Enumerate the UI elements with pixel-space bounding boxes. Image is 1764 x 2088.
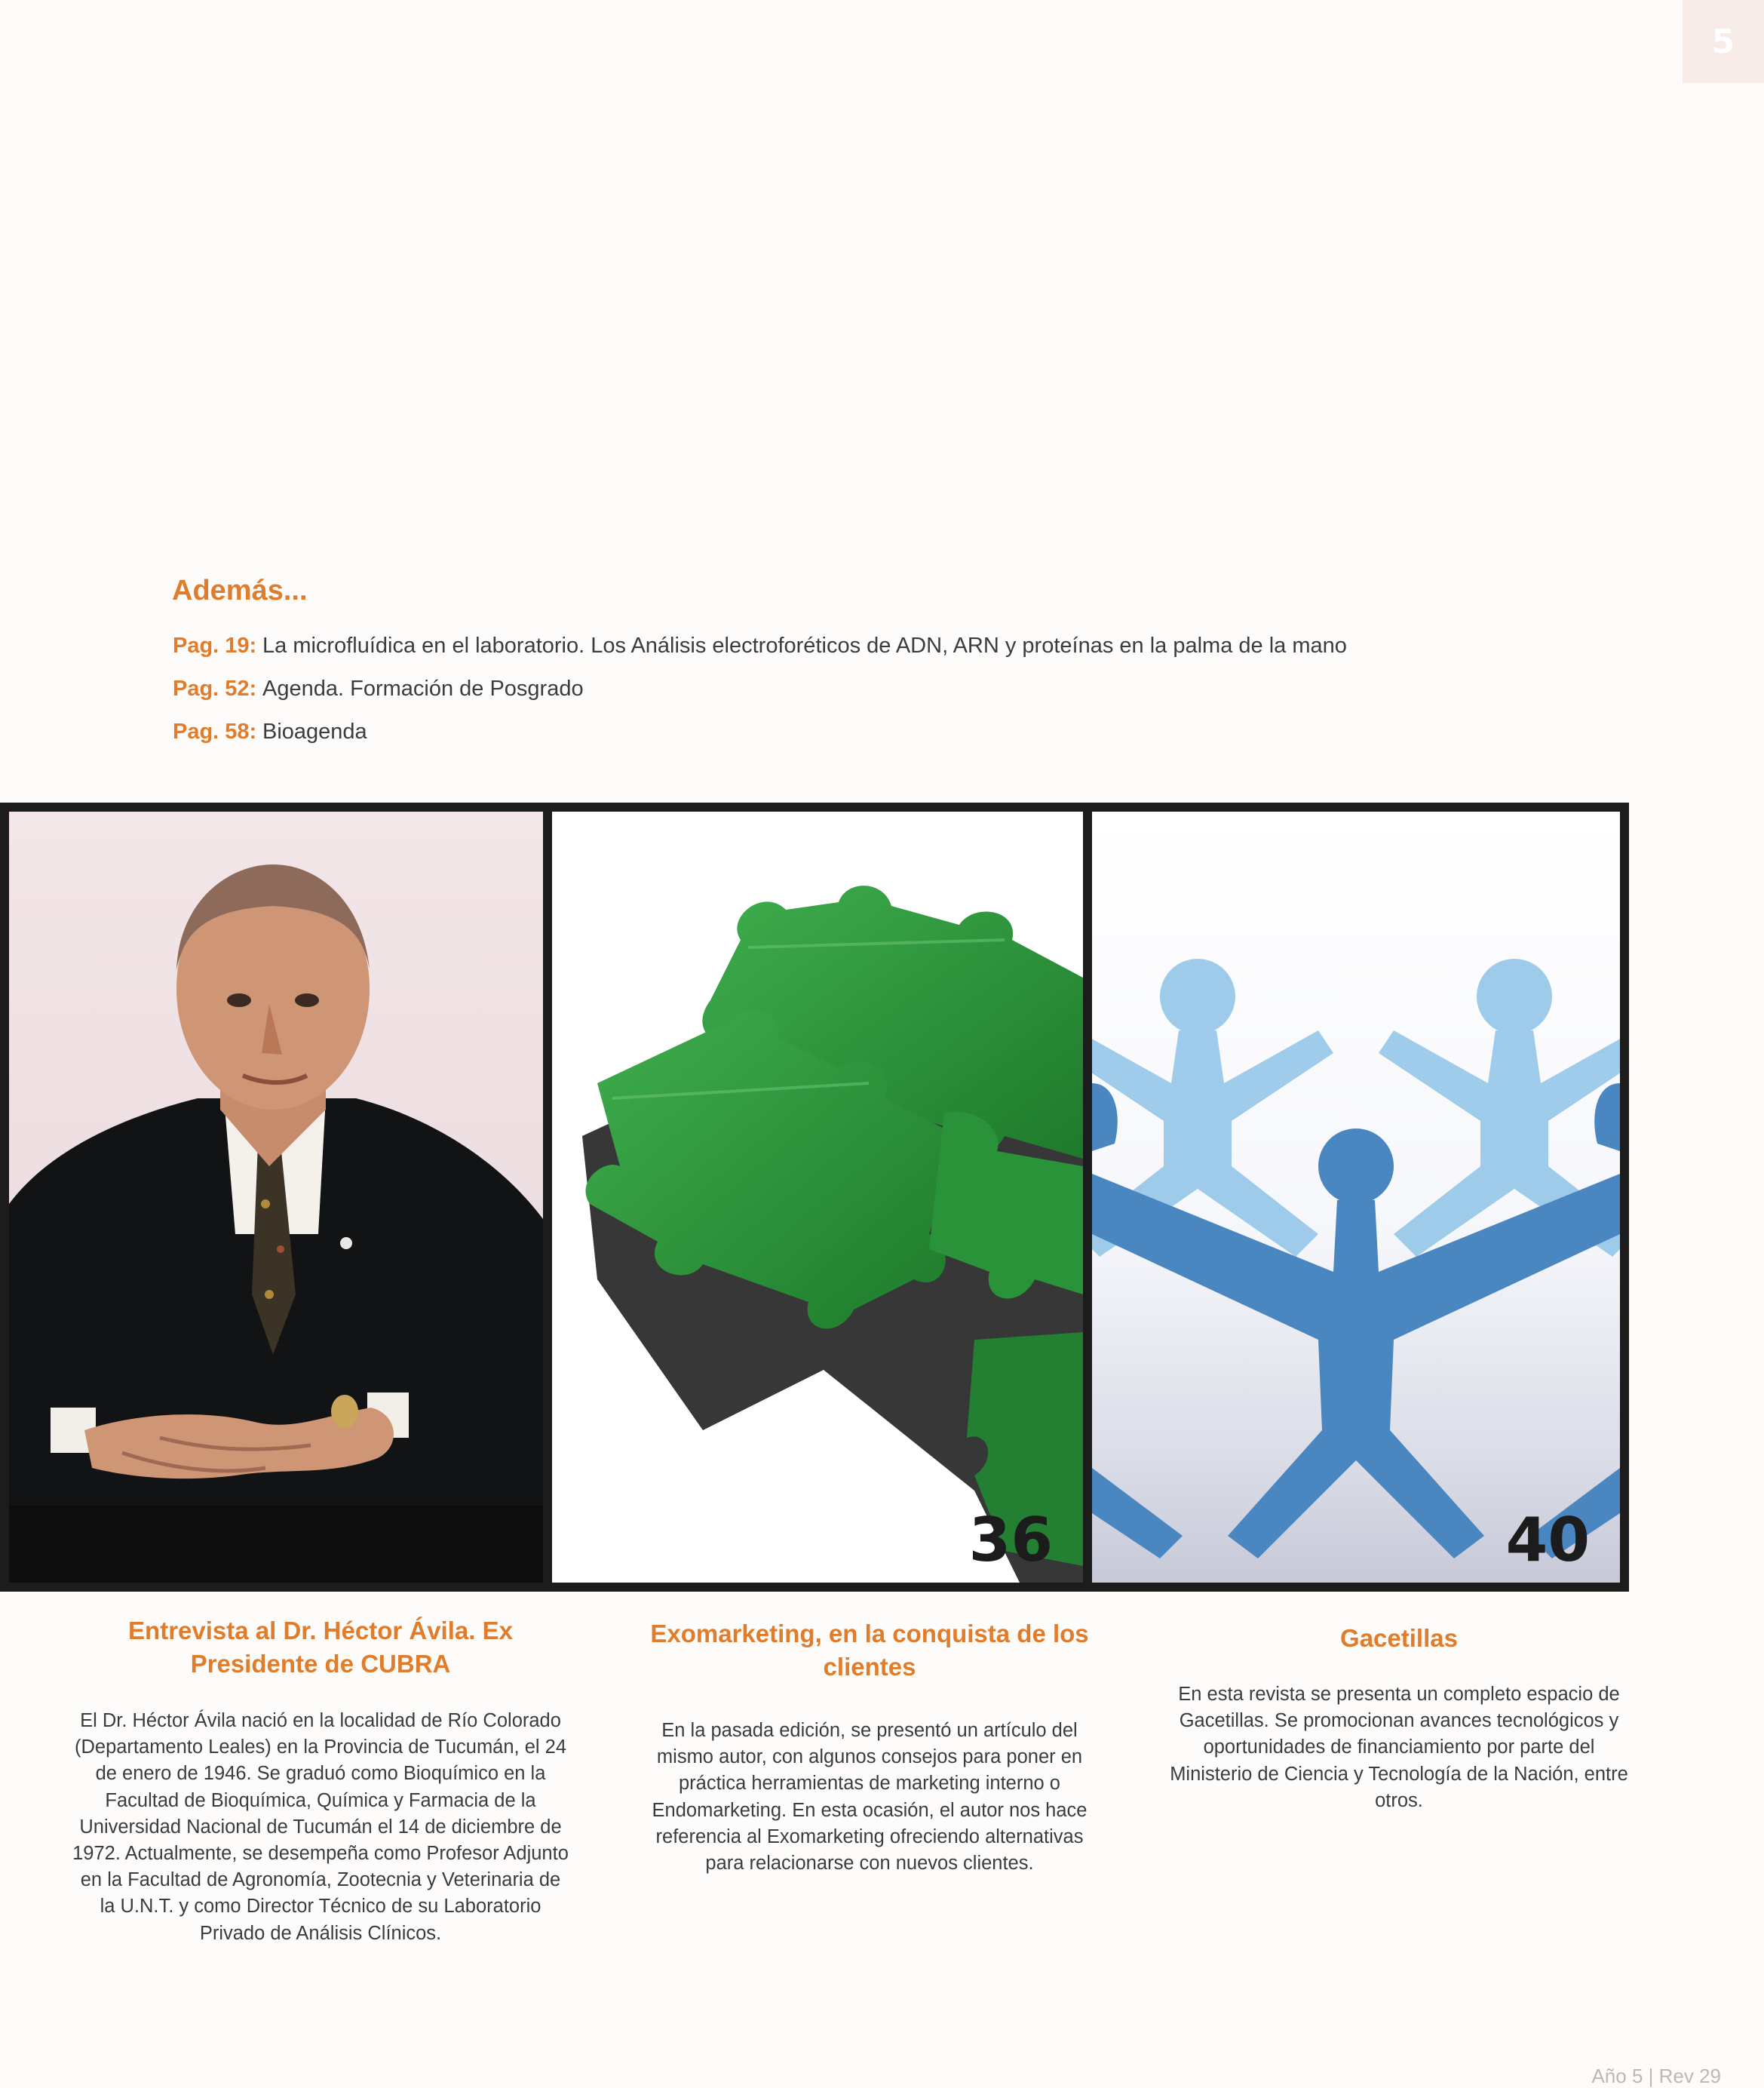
page-number: 5 (1683, 0, 1764, 83)
puzzle-illustration (552, 812, 1083, 1583)
ademas-item[interactable] (173, 677, 584, 702)
paper-people-photo[interactable] (1092, 812, 1620, 1583)
article-title[interactable]: Exomarketing, en la conquista de los clientes (650, 1620, 1089, 1681)
issue-footer: Año 5 | Rev 29 (1591, 2065, 1721, 2087)
page-number-badge: 40 (1505, 1505, 1590, 1575)
page-ref: Pag. 19: (173, 634, 257, 658)
photo-strip (0, 803, 1629, 1592)
page-number-badge: 36 (968, 1505, 1053, 1575)
ademas-heading: Además... (172, 575, 308, 606)
portrait-photo[interactable] (9, 812, 543, 1583)
ademas-item[interactable] (173, 720, 367, 745)
article-title[interactable]: Entrevista al Dr. Héctor Ávila. Ex Presidente de CUBRA (128, 1617, 513, 1678)
portrait-illustration (9, 812, 543, 1583)
paper-people-illustration (1092, 812, 1620, 1583)
page-ref: Pag. 58: (173, 720, 257, 744)
page-ref-text: Bioagenda (262, 720, 367, 744)
ademas-item[interactable] (173, 634, 1347, 659)
article-summary: El Dr. Héctor Ávila nació en la localidad de Río Colorado (Departamento Leales) en la Provincia de Tucumán, el 24 de enero de 1946. Se graduó como Bioquímico en la Facultad de Bioquímica, Química y Farmacia de la Universidad Nacional de Tucumán el 14 de diciembre de 1972. Actualmente, se desempeña como Profesor Adjunto en la Facultad de Agronomía, Zootecnia y Veterinaria de la U.N.T. y como Director Técnico de su Laboratorio Privado de Análisis Clínicos. (72, 1710, 569, 1944)
page-ref-text: La microfluídica en el laboratorio. Los Análisis electroforéticos de ADN, ARN y proteínas en la palma de la mano (262, 634, 1347, 658)
article-summary: En esta revista se presenta un completo espacio de Gacetillas. Se promocionan avances tecnológicos y oportunidades de financiamiento por parte del Ministerio de Ciencia y Tecnología de la Nación, entre otros. (1170, 1684, 1628, 1811)
article-title[interactable]: Gacetillas (1340, 1624, 1458, 1652)
puzzle-photo[interactable] (552, 812, 1083, 1583)
page-ref: Pag. 52: (173, 677, 257, 701)
page-ref-text: Agenda. Formación de Posgrado (262, 677, 584, 701)
article-summary: En la pasada edición, se presentó un artículo del mismo autor, con algunos consejos para poner en práctica herramientas de marketing interno o Endomarketing. En esta ocasión, el autor nos hace referencia al Exomarketing ofreciendo alternativas para relacionarse con nuevos clientes. (652, 1720, 1088, 1875)
